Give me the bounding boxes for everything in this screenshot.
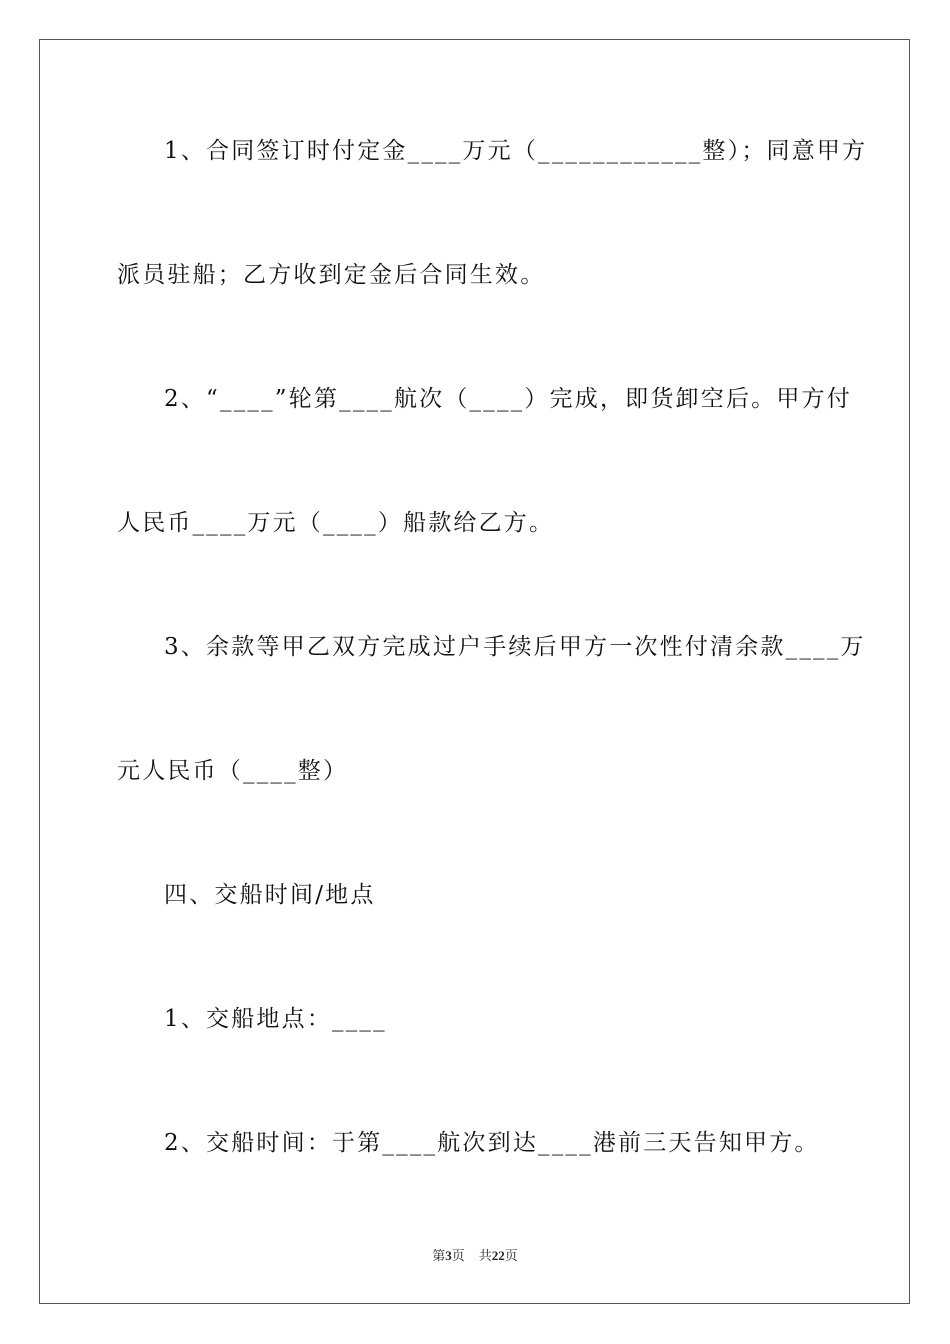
footer-total-prefix: 共 (478, 1248, 492, 1263)
paragraph-line-1: 1、合同签订时付定金____万元（____________整）；同意甲方 (164, 138, 868, 164)
paragraph-line-2: 派员驻船；乙方收到定金后合同生效。 (117, 262, 546, 288)
paragraph-line-8: 1、交船地点：____ (164, 1006, 387, 1032)
page-footer (0, 1248, 950, 1264)
footer-total-number: 22 (491, 1248, 505, 1263)
footer-page-number: 3 (445, 1248, 452, 1263)
footer-total-suffix: 页 (504, 1248, 518, 1263)
paragraph-line-3: 2、“____”轮第____航次（____）完成，即货卸空后。甲方付 (164, 386, 852, 412)
footer-page-suffix: 页 (451, 1248, 465, 1263)
paragraph-line-4: 人民币____万元（____）船款给乙方。 (117, 510, 555, 536)
paragraph-line-5: 3、余款等甲乙双方完成过户手续后甲方一次性付清余款____万 (164, 634, 866, 660)
footer-page-prefix: 第 (432, 1248, 446, 1263)
page-border (39, 39, 910, 1304)
paragraph-line-6: 元人民币（____整） (117, 758, 349, 784)
paragraph-line-9: 2、交船时间：于第____航次到达____港前三天告知甲方。 (164, 1130, 820, 1156)
section-heading: 四、交船时间/地点 (164, 882, 376, 908)
